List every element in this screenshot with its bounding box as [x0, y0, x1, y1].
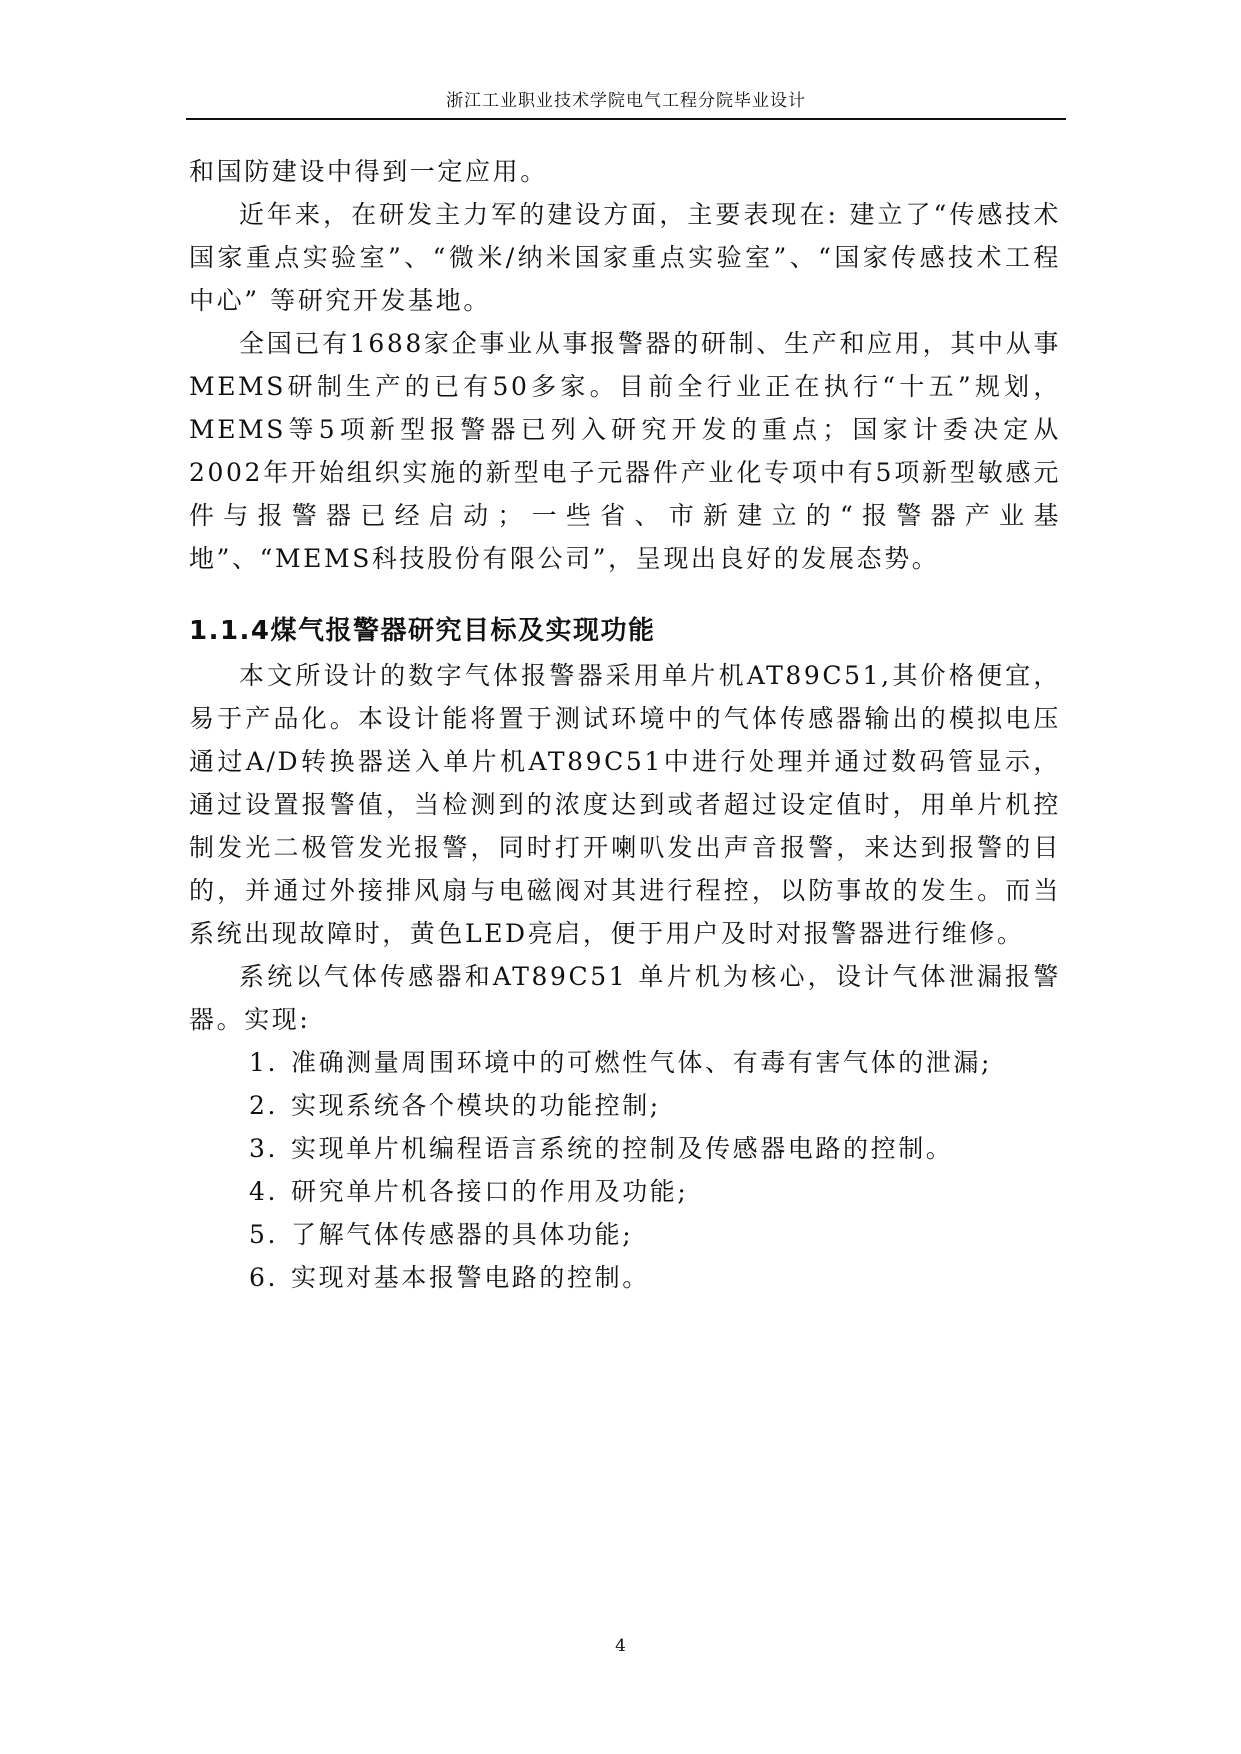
- list-item-number: 6.: [249, 1263, 279, 1292]
- list-item-number: 5.: [249, 1220, 279, 1249]
- page-header: 浙江工业职业技术学院电气工程分院毕业设计: [446, 91, 806, 111]
- paragraph-continuation: 和国防建设中得到一定应用。: [189, 157, 548, 186]
- page-number: 4: [615, 1636, 626, 1656]
- section-spacer: [189, 580, 1061, 608]
- header-divider: [186, 118, 1066, 120]
- list-item: [189, 1127, 1061, 1170]
- list-item: [189, 1213, 1061, 1256]
- paragraph-industry-status: 全国已有1688家企事业从事报警器的研制、生产和应用，其中从事MEMS研制生产的已有50多家。目前全行业正在执行“十五”规划，MEMS等5项新型报警器已列入研究开发的重点；国家计委决定从2002年开始组织实施的新型电子元器件产业化专项中有5项新型敏感元件与报警器已经启动；一些省、市新建立的“报警器产业基地”、“MEMS科技股份有限公司”，呈现出良好的发展态势。: [189, 329, 1061, 573]
- list-item-number: 2.: [249, 1091, 279, 1120]
- list-item: [189, 1041, 1061, 1084]
- list-item: [189, 1256, 1061, 1299]
- list-item: [189, 1170, 1061, 1213]
- list-item-number: 3.: [249, 1134, 279, 1163]
- list-item-number: 4.: [249, 1177, 279, 1206]
- page-body: [189, 150, 1061, 1299]
- list-item-text: 实现系统各个模块的功能控制;: [291, 1091, 661, 1120]
- list-item-text: 实现对基本报警电路的控制。: [291, 1263, 650, 1292]
- paragraph-system-core: 系统以气体传感器和AT89C51 单片机为核心，设计气体泄漏报警器。实现:: [189, 962, 1061, 1034]
- list-item-text: 准确测量周围环境中的可燃性气体、有毒有害气体的泄漏;: [291, 1048, 993, 1077]
- paragraph-research-bases: 近年来，在研发主力军的建设方面，主要表现在: 建立了“传感技术国家重点实验室”、“微米/纳米国家重点实验室”、“国家传感技术工程中心” 等研究开发基地。: [189, 200, 1061, 315]
- list-item-text: 实现单片机编程语言系统的控制及传感器电路的控制。: [291, 1134, 954, 1163]
- list-item: [189, 1084, 1061, 1127]
- list-item-number: 1.: [249, 1048, 279, 1077]
- list-item-text: 研究单片机各接口的作用及功能;: [291, 1177, 689, 1206]
- list-item-text: 了解气体传感器的具体功能;: [291, 1220, 634, 1249]
- paragraph-design-description: 本文所设计的数字气体报警器采用单片机AT89C51,其价格便宜，易于产品化。本设计能将置于测试环境中的气体传感器输出的模拟电压通过A/D转换器送入单片机AT89C51中进行处理并通过数码管显示，通过设置报警值，当检测到的浓度达到或者超过设定值时，用单片机控制发光二极管发光报警，同时打开喇叭发出声音报警，来达到报警的目的，并通过外接排风扇与电磁阀对其进行程控，以防事故的发生。而当系统出现故障时，黄色LED亮启，便于用户及时对报警器进行维修。: [189, 661, 1061, 948]
- section-heading: 1.1.4煤气报警器研究目标及实现功能: [189, 616, 656, 646]
- function-list: [189, 1041, 1061, 1299]
